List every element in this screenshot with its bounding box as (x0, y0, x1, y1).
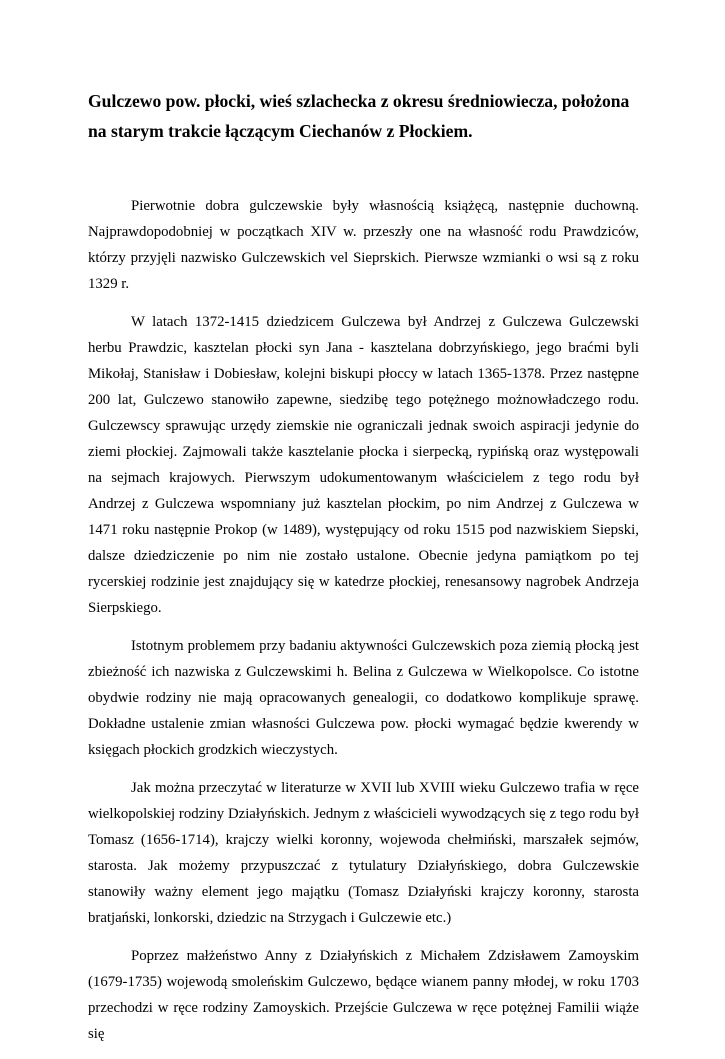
paragraph-3: Istotnym problemem przy badaniu aktywności Gulczewskich poza ziemią płocką jest zbieżność ich nazwiska z Gulczewskimi h. Belina z Gulczewa w Wielkopolsce. Co istotne obydwie rodziny nie mają opracowanych genealogii, co dodatkowo komplikuje sprawę. Dokładne ustalenie zmian własności Gulczewa pow. płocki wymagać będzie kwerendy w księgach płockich grodzkich wieczystych. (88, 638, 639, 758)
paragraph-1: Pierwotnie dobra gulczewskie były własnością książęcą, następnie duchowną. Najprawdopodobniej w początkach XIV w. przeszły one na własność rodu Prawdziców, którzy przyjęli nazwisko Gulczewskich vel Sieprskich. Pierwsze wzmianki o wsi są z roku 1329 r. (88, 198, 639, 292)
paragraph-4: Jak można przeczytać w literaturze w XVII lub XVIII wieku Gulczewo trafia w ręce wielkopolskiej rodziny Działyńskich. Jednym z właścicieli wywodzących się z tego rodu był Tomasz (1656-1714), krajczy wielki koronny, wojewoda chełmiński, marszałek sejmów, starosta. Jak możemy przypuszczać z tytulatury Działyńskiego, dobra Gulczewskie stanowiły ważny element jego majątku (Tomasz Działyński krajczy koronny, starosta bratjański, lonkorski, dziedzic na Strzygach i Gulczewie etc.) (88, 780, 639, 926)
document-title: Gulczewo pow. płocki, wieś szlachecka z okresu średniowiecza, położona na starym trakcie łączącym Ciechanów z Płockiem. (88, 91, 630, 141)
document-body (88, 193, 639, 1059)
paragraph-2: W latach 1372-1415 dziedzicem Gulczewa był Andrzej z Gulczewa Gulczewski herbu Prawdzic, kasztelan płocki syn Jana - kasztelana dobrzyńskiego, jego braćmi byli Mikołaj, Stanisław i Dobiesław, kolejni biskupi płoccy w latach 1365-1378. Przez następne 200 lat, Gulczewo stanowiło zapewne, siedzibę tego potężnego możnowładczego rodu. Gulczewscy sprawując urzędy ziemskie nie ograniczali jednak swoich aspiracji jedynie do ziemi płockiej. Zajmowali także kasztelanie płocka i sierpecką, rypińską oraz występowali na sejmach krajowych. Pierwszym udokumentowanym właścicielem z tego rodu był Andrzej z Gulczewa wspomniany już kasztelan płockim, po nim Andrzej z Gulczewa w 1471 roku następnie Prokop (w 1489), występujący od roku 1515 pod nazwiskiem Siepski, dalsze dziedziczenie po nim nie zostało ustalone. Obecnie jedyna pamiątkom po tej rycerskiej rodzinie jest znajdujący się w katedrze płockiej, renesansowy nagrobek Andrzeja Sierpskiego. (88, 314, 639, 616)
paragraph-5: Poprzez małżeństwo Anny z Działyńskich z Michałem Zdzisławem Zamoyskim (1679-1735) wojewodą smoleńskim Gulczewo, będące wianem panny młodej, w roku 1703 przechodzi w ręce rodziny Zamoyskich. Przejście Gulczewa w ręce potężnej Familii wiąże się (88, 948, 639, 1042)
